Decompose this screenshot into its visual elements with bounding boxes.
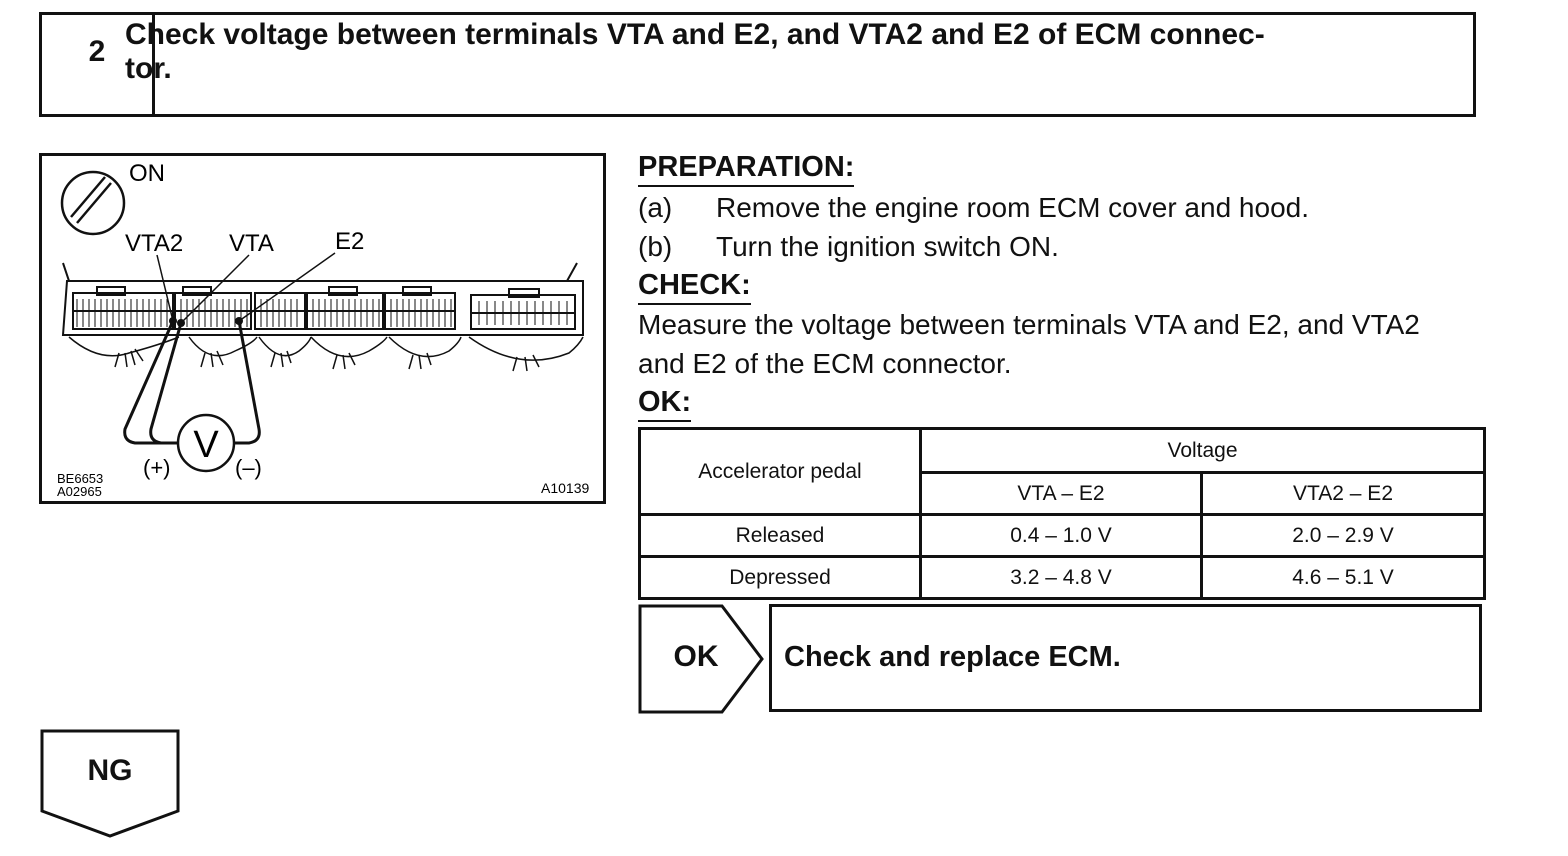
ignition-switch-icon [62, 172, 124, 234]
table-header-voltage: Voltage [921, 429, 1485, 473]
ignition-on-label: ON [129, 160, 165, 187]
terminal-label-e2: E2 [335, 228, 365, 255]
ng-result-label: NG [87, 754, 133, 787]
svg-text:A02965: A02965 [57, 484, 102, 499]
step-title-line2: tor. [125, 52, 172, 85]
ok-heading: OK: [638, 386, 691, 422]
ok-result-action: Check and replace ECM. [784, 641, 1121, 673]
prep-step-b-label: (b) [638, 231, 673, 262]
voltage-spec-table [638, 427, 1486, 600]
prep-step-b-text: Turn the ignition switch ON. [716, 231, 1059, 262]
probe-plus-label: (+) [143, 455, 171, 480]
table-header-vta-e2: VTA – E2 [921, 473, 1202, 515]
ok-result-label: OK [673, 640, 719, 673]
figure-code-left [57, 471, 103, 499]
check-heading: CHECK: [638, 269, 751, 305]
table-row [640, 515, 1485, 557]
voltmeter-icon [178, 415, 234, 471]
table-cell-vta: 3.2 – 4.8 V [921, 557, 1202, 599]
figure-code-right: A10139 [541, 480, 590, 496]
prep-step-a-label: (a) [638, 192, 673, 223]
check-text-line1: Measure the voltage between terminals VTA and E2, and VTA2 [638, 309, 1420, 340]
table-header-vta2-e2: VTA2 – E2 [1202, 473, 1485, 515]
step-title [125, 18, 1425, 86]
terminal-label-vta: VTA [229, 230, 274, 257]
prep-step-a-text: Remove the engine room ECM cover and hood. [716, 192, 1309, 223]
terminal-label-vta2: VTA2 [125, 230, 184, 257]
preparation-heading: PREPARATION: [638, 151, 854, 187]
table-cell-vta2: 2.0 – 2.9 V [1202, 515, 1485, 557]
table-cell-vta: 0.4 – 1.0 V [921, 515, 1202, 557]
table-row [640, 557, 1485, 599]
svg-text:BE6653: BE6653 [57, 471, 104, 486]
wire-harness [69, 337, 583, 371]
table-cell-pedal: Released [640, 515, 921, 557]
table-cell-vta2: 4.6 – 5.1 V [1202, 557, 1485, 599]
check-text-line2: and E2 of the ECM connector. [638, 348, 1012, 379]
svg-text:V: V [193, 424, 219, 466]
table-cell-pedal: Depressed [640, 557, 921, 599]
table-header-pedal: Accelerator pedal [640, 429, 921, 515]
step-title-line1: Check voltage between terminals VTA and E2, and VTA2 and E2 of ECM connec- [125, 18, 1265, 51]
step-number: 2 [42, 15, 155, 114]
probe-minus-label: (–) [235, 455, 262, 480]
ecm-connector [63, 263, 583, 335]
ecm-connector-figure [39, 153, 606, 504]
